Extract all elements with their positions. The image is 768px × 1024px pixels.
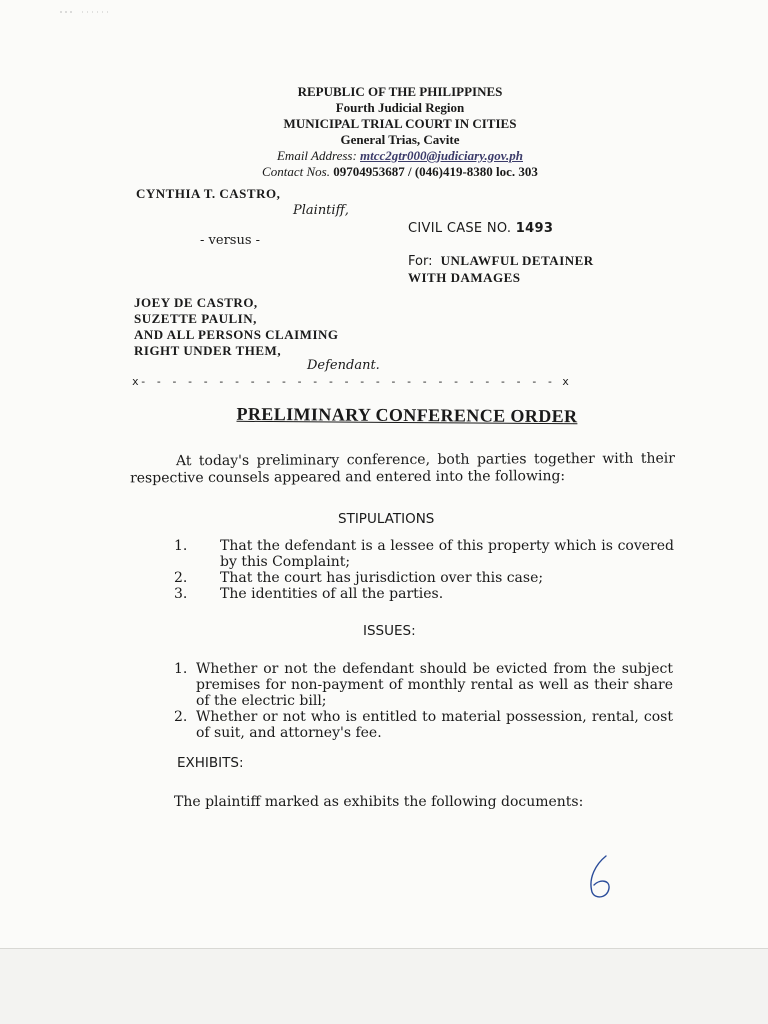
- for-label: For:: [408, 254, 433, 269]
- list-number: 1.: [174, 538, 188, 554]
- email-label: Email Address:: [276, 148, 357, 163]
- list-text: That the court has jurisdiction over this case;: [220, 570, 544, 586]
- list-number: 2.: [174, 709, 188, 725]
- exhibits-text: The plaintiff marked as exhibits the following documents:: [174, 794, 584, 810]
- plaintiff-role: Plaintiff,: [293, 203, 349, 218]
- stipulations-list: [174, 538, 674, 602]
- list-text: That the defendant is a lessee of this property which is covered by this Complaint;: [220, 538, 674, 570]
- plaintiff-name: CYNTHIA T. CASTRO,: [136, 186, 281, 201]
- case-subject: [408, 253, 594, 286]
- contact-label: Contact Nos.: [262, 164, 330, 179]
- header-contact-line: [190, 164, 610, 180]
- exhibits-heading: EXHIBITS:: [177, 755, 244, 771]
- stipulations-heading: STIPULATIONS: [338, 511, 435, 527]
- email-link[interactable]: mtcc2gtr000@judiciary.gov.ph: [360, 148, 523, 163]
- list-number: 3.: [174, 586, 188, 602]
- issues-heading: ISSUES:: [363, 623, 416, 639]
- issues-list: [174, 661, 673, 741]
- header-email-line: [190, 148, 610, 164]
- header-court: MUNICIPAL TRIAL COURT IN CITIES: [283, 116, 517, 131]
- case-subject-line1: UNLAWFUL DETAINER: [440, 253, 594, 268]
- defendant-name: AND ALL PERSONS CLAIMING: [134, 327, 339, 342]
- defendant-role: Defendant.: [307, 358, 380, 373]
- document-title: PRELIMINARY CONFERENCE ORDER: [236, 403, 578, 427]
- case-subject-line2: WITH DAMAGES: [408, 270, 521, 285]
- intro-paragraph: At today's preliminary conference, both parties together with their respective counsels appeared and entered into the following:: [130, 450, 675, 487]
- defendant-name: SUZETTE PAULIN,: [134, 311, 257, 326]
- case-label: CIVIL CASE NO.: [408, 221, 512, 236]
- defendant-name: RIGHT UNDER THEM,: [134, 343, 282, 358]
- list-item: [174, 538, 674, 570]
- header-republic: REPUBLIC OF THE PHILIPPINES: [297, 84, 503, 99]
- list-item: [174, 709, 673, 741]
- list-item: [174, 586, 674, 602]
- case-number-line: [408, 221, 553, 236]
- header-location: General Trias, Cavite: [340, 132, 460, 147]
- list-text: Whether or not the defendant should be evicted from the subject premises for non-payment of monthly rental as well as their share of the electric bill;: [196, 661, 673, 709]
- court-header: [190, 84, 610, 180]
- list-number: 1.: [174, 661, 188, 677]
- contact-numbers: 09704953687 / (046)419-8380 loc. 303: [333, 164, 538, 179]
- list-number: 2.: [174, 570, 188, 586]
- list-item: [174, 570, 674, 586]
- defendant-name: JOEY DE CASTRO,: [134, 295, 258, 310]
- versus-label: - versus -: [200, 233, 261, 248]
- case-number: 1493: [515, 221, 554, 236]
- header-region: Fourth Judicial Region: [335, 100, 465, 115]
- list-text: Whether or not who is entitled to material possession, rental, cost of suit, and attorney's fee.: [196, 709, 673, 741]
- caption-separator: x- - - - - - - - - - - - - - - - - - - - - - - - - - - x: [132, 375, 571, 388]
- list-text: The identities of all the parties.: [220, 586, 444, 602]
- list-item: [174, 661, 673, 709]
- handwritten-page-number-6: [582, 852, 622, 902]
- defendants-block: [134, 295, 339, 359]
- scan-speck: [60, 10, 110, 14]
